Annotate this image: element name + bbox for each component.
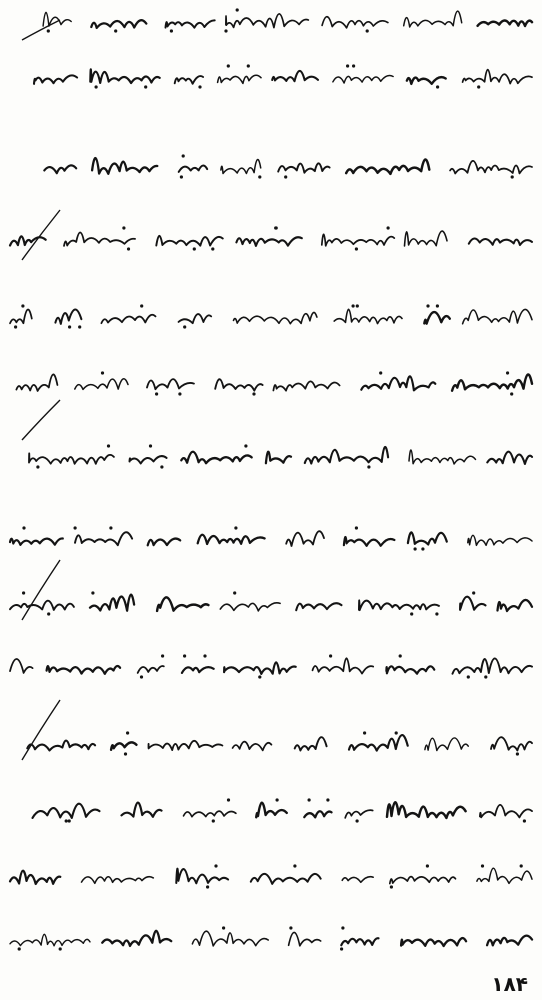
margin-stroke (22, 700, 60, 760)
script-line (10, 226, 532, 250)
script-line (44, 154, 532, 178)
script-line (10, 304, 532, 328)
margin-stroke (22, 210, 60, 260)
page-number: ۱۸۴ (491, 972, 528, 996)
script-line (10, 591, 532, 615)
script-line (27, 731, 532, 755)
script-line (10, 654, 532, 678)
margin-stroke (22, 400, 60, 440)
script-line (10, 926, 532, 950)
script-line (16, 371, 532, 395)
margin-stroke (22, 560, 60, 620)
margin-stroke (22, 20, 60, 40)
script-line (34, 64, 532, 88)
script-line (10, 864, 532, 888)
script-line (10, 526, 532, 550)
script-line (43, 8, 532, 32)
script-line (33, 798, 533, 822)
script-line (29, 444, 532, 468)
